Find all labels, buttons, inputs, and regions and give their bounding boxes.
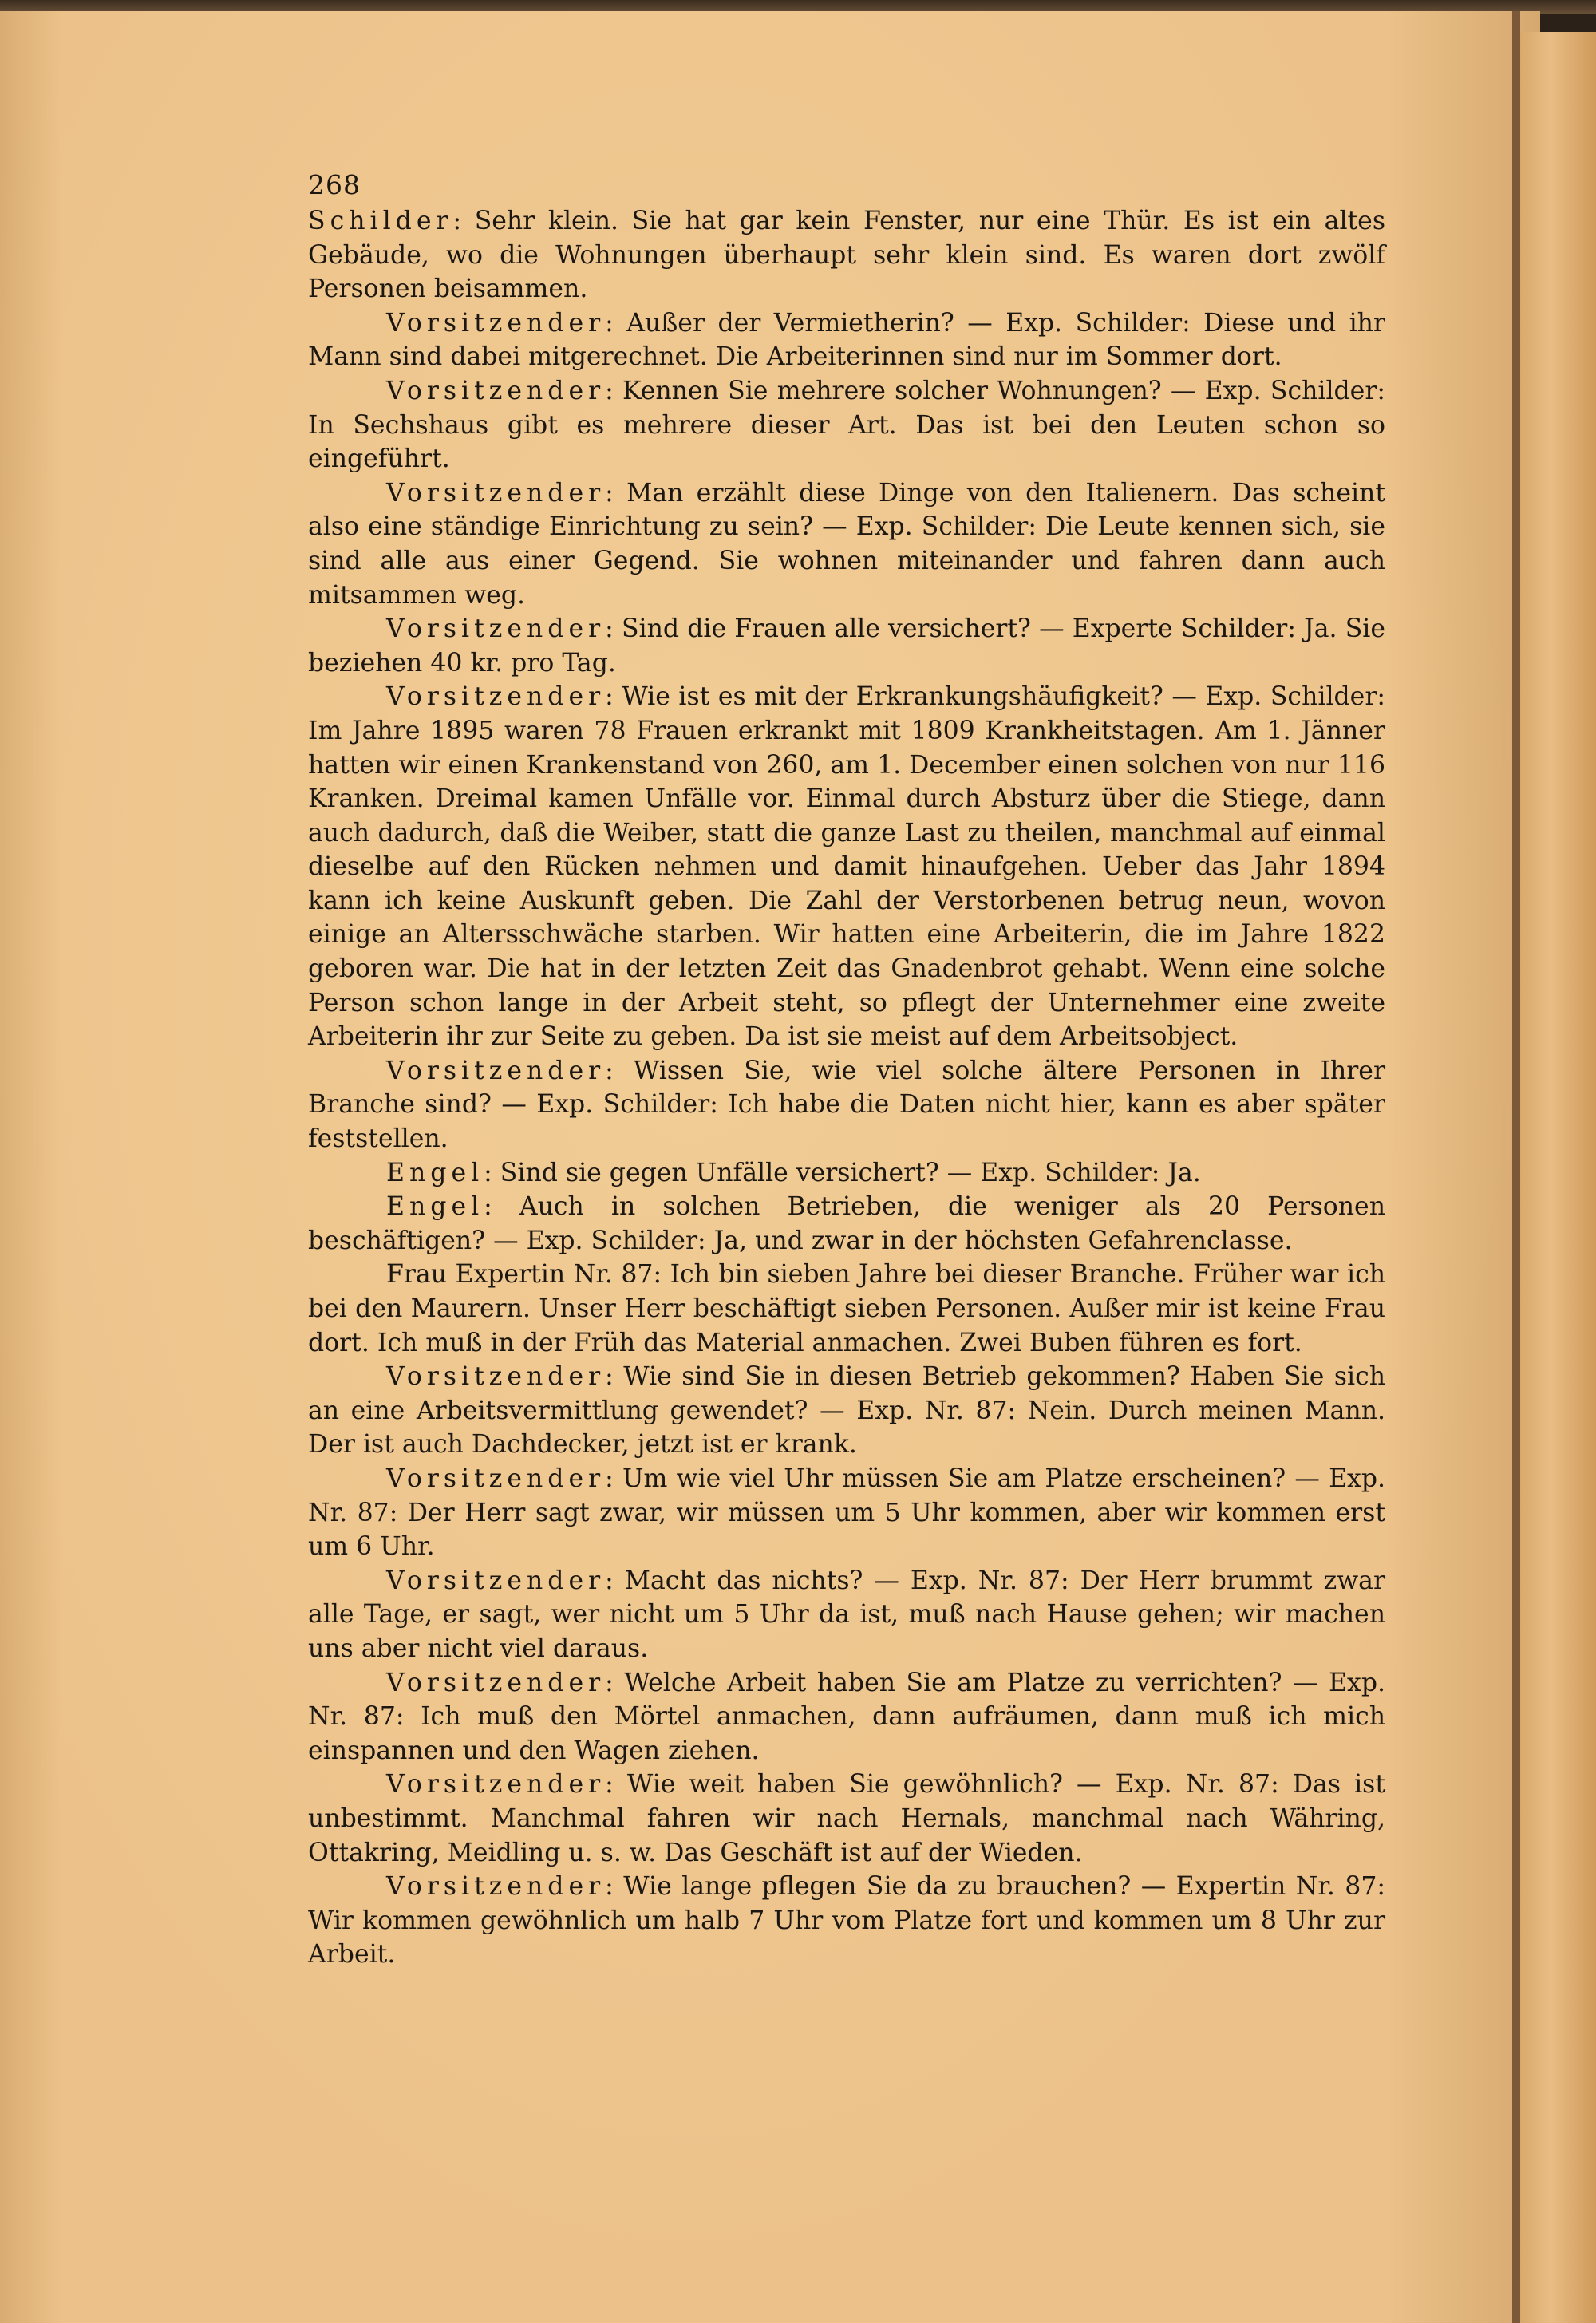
speaker-name: Vorsitzender	[386, 1668, 606, 1697]
paragraph-text: : Auch in solchen Betrieben, die weniger als 20 Personen beschäftigen? — Exp. Schilder: Ja, und zwar in der höchsten Gefahrenclasse.	[308, 1192, 1385, 1255]
paragraph	[308, 1258, 1385, 1360]
speaker-name: Engel	[386, 1192, 484, 1222]
book-gutter	[1512, 11, 1520, 2323]
paragraph-text: : Wie lange pflegen Sie da zu brauchen? — Expertin Nr. 87: Wir kommen gewöhnlich um halb 7 Uhr vom Platze fort und kommen um 8 Uhr zur Arbeit.	[308, 1872, 1385, 1969]
speaker-name: Vorsitzender	[386, 1872, 606, 1902]
paragraph-text: : Wie ist es mit der Erkrankungshäufigkeit? — Exp. Schilder: Im Jahre 1895 waren 78 Frauen erkrankt mit 1809 Krankheitstagen. Am 1. Jänner hatten wir einen Krankenstand von 260, am 1. December einen solchen von nur 116 Kranken. Dreimal kamen Unfälle vor. Einmal durch Absturz über die Stiege, dann auch dadurch, daß die Weiber, statt die ganze Last zu theilen, manchmal auf einmal dieselbe auf den Rücken nehmen und damit hinaufgehen. Ueber das Jahr 1894 kann ich keine Auskunft geben. Die Zahl der Verstorbenen betrug neun, wovon einige an Altersschwäche starben. Wir hatten eine Arbeiterin, die im Jahre 1822 geboren war. Die hat in der letzten Zeit das Gnadenbrot gehabt. Wenn eine solche Person schon lange in der Arbeit steht, so pflegt der Unternehmer eine zweite Arbeiterin ihr zur Seite zu geben. Da ist sie meist auf dem Arbeitsobject.	[308, 682, 1385, 1052]
paragraph-container	[308, 204, 1385, 1972]
paragraph	[308, 1462, 1385, 1564]
speaker-name: Vorsitzender	[386, 1566, 606, 1595]
paragraph-text: : Macht das nichts? — Exp. Nr. 87: Der Herr brummt zwar alle Tage, er sagt, wer nicht um 5 Uhr da ist, muß nach Hause gehen; wir machen uns aber nicht viel daraus.	[308, 1566, 1385, 1663]
paragraph	[308, 476, 1385, 612]
speaker-name: Vorsitzender	[386, 614, 606, 644]
paragraph	[308, 1666, 1385, 1768]
paragraph	[308, 1564, 1385, 1666]
paragraph-text: : Sind sie gegen Unfälle versichert? — Exp. Schilder: Ja.	[484, 1158, 1201, 1187]
paragraph	[308, 1054, 1385, 1156]
paragraph	[308, 374, 1385, 476]
speaker-name: Schilder	[308, 207, 453, 235]
paragraph-text: : Wie weit haben Sie gewöhnlich? — Exp. Nr. 87: Das ist unbestimmt. Manchmal fahren wir nach Hernals, manchmal nach Währing, Ottakring, Meidling u. s. w. Das Geschäft ist auf der Wieden.	[308, 1770, 1385, 1867]
paragraph-text: : Man erzählt diese Dinge von den Italienern. Das scheint also eine ständige Einrichtung zu sein? — Exp. Schilder: Die Leute kennen sich, sie sind alle aus einer Gegend. Sie wohnen miteinander und fahren dann auch mitsammen weg.	[308, 478, 1385, 610]
speaker-name: Vorsitzender	[386, 308, 606, 338]
paragraph	[308, 680, 1385, 1054]
speaker-name: Vorsitzender	[386, 1362, 606, 1392]
speaker-name: Vorsitzender	[386, 1464, 606, 1493]
paragraph	[308, 1768, 1385, 1870]
paragraph-text: Frau Expertin Nr. 87: Ich bin sieben Jahre bei dieser Branche. Früher war ich bei den Maurern. Unser Herr beschäftigt sieben Personen. Außer mir ist keine Frau dort. Ich muß in der Früh das Material anmachen. Zwei Buben führen es fort.	[308, 1260, 1385, 1357]
paragraph-text: : Um wie viel Uhr müssen Sie am Platze erscheinen? — Exp. Nr. 87: Der Herr sagt zwar, wir müssen um 5 Uhr kommen, aber wir kommen erst um 6 Uhr.	[308, 1464, 1385, 1562]
speaker-name: Vorsitzender	[386, 376, 606, 405]
next-page-edge	[1520, 32, 1596, 2323]
paragraph	[308, 1360, 1385, 1462]
speaker-name: Engel	[386, 1158, 484, 1187]
paragraph-text: : Kennen Sie mehrere solcher Wohnungen? — Exp. Schilder: In Sechshaus gibt es mehrere dieser Art. Das ist bei den Leuten schon so eingeführt.	[308, 376, 1385, 474]
paragraph	[308, 612, 1385, 680]
speaker-name: Vorsitzender	[386, 1056, 606, 1085]
speaker-name: Vorsitzender	[386, 682, 606, 712]
paragraph-text: : Sehr klein. Sie hat gar kein Fenster, nur eine Thür. Es ist ein altes Gebäude, wo die Wohnungen überhaupt sehr klein sind. Es waren dort zwölf Personen beisammen.	[308, 207, 1385, 304]
paragraph	[308, 1156, 1385, 1191]
speaker-name: Vorsitzender	[386, 1770, 606, 1800]
paragraph	[308, 204, 1385, 306]
paragraph-text: : Wie sind Sie in diesen Betrieb gekommen? Haben Sie sich an eine Arbeitsvermittlung gewendet? — Exp. Nr. 87: Nein. Durch meinen Mann. Der ist auch Dachdecker, jetzt ist er krank.	[308, 1362, 1385, 1460]
paragraph-text: : Außer der Vermietherin? — Exp. Schilder: Diese und ihr Mann sind dabei mitgerechnet. Die Arbeiterinnen sind nur im Sommer dort.	[308, 308, 1385, 372]
paragraph	[308, 1190, 1385, 1258]
paragraph-text: : Welche Arbeit haben Sie am Platze zu verrichten? — Exp. Nr. 87: Ich muß den Mörtel anmachen, dann aufräumen, dann muß ich mich einspannen und den Wagen ziehen.	[308, 1668, 1385, 1765]
paragraph-text: : Wissen Sie, wie viel solche ältere Personen in Ihrer Branche sind? — Exp. Schilder: Ich habe die Daten nicht hier, kann es aber später feststellen.	[308, 1056, 1385, 1154]
page-number: 268	[308, 169, 361, 200]
page-text	[308, 168, 1385, 1972]
paragraph-text: : Sind die Frauen alle versichert? — Experte Schilder: Ja. Sie beziehen 40 kr. pro Tag.	[308, 614, 1385, 678]
speaker-name: Vorsitzender	[386, 478, 606, 508]
paragraph	[308, 1870, 1385, 1972]
paragraph	[308, 306, 1385, 374]
